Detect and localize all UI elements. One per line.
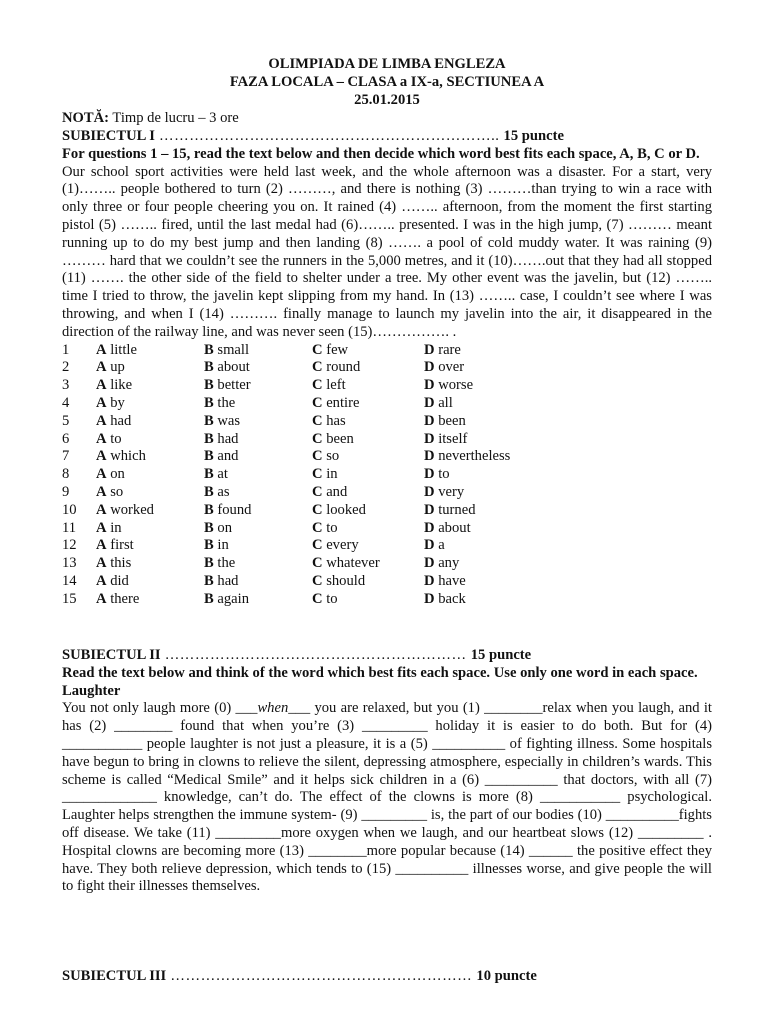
option-a bbox=[96, 502, 204, 520]
question-number: 14 bbox=[62, 572, 77, 589]
option-letter: B bbox=[204, 448, 214, 465]
option-word: better bbox=[217, 377, 251, 394]
option-letter: C bbox=[312, 555, 323, 572]
option-word: round bbox=[326, 359, 361, 376]
option-word: up bbox=[110, 359, 125, 376]
olympiad-title: OLIMPIADA DE LIMBA ENGLEZA bbox=[268, 56, 506, 72]
question-number: 6 bbox=[62, 430, 70, 447]
option-word: itself bbox=[438, 430, 468, 447]
option-b bbox=[204, 573, 312, 591]
option-d bbox=[424, 537, 544, 555]
option-letter: C bbox=[312, 572, 323, 589]
option-word: to bbox=[110, 430, 122, 447]
option-d bbox=[424, 502, 544, 520]
option-letter: D bbox=[424, 537, 435, 554]
option-c bbox=[312, 484, 424, 502]
section-1-dots: ………………………………………………………….. bbox=[154, 128, 504, 144]
option-b bbox=[204, 537, 312, 555]
option-word: did bbox=[110, 572, 129, 589]
option-c bbox=[312, 537, 424, 555]
option-a bbox=[96, 431, 204, 449]
option-row bbox=[62, 520, 544, 538]
option-letter: A bbox=[96, 448, 107, 465]
option-word: again bbox=[217, 590, 249, 607]
section-3-dots: …………………………………………………… bbox=[166, 968, 477, 984]
option-c bbox=[312, 502, 424, 520]
option-letter: D bbox=[424, 448, 435, 465]
option-letter: A bbox=[96, 590, 107, 607]
option-word: entire bbox=[326, 394, 360, 411]
question-number: 10 bbox=[62, 501, 77, 518]
option-letter: A bbox=[96, 394, 107, 411]
option-word: every bbox=[326, 537, 359, 554]
option-letter: A bbox=[96, 430, 107, 447]
option-word: any bbox=[438, 555, 460, 572]
document-header bbox=[62, 56, 712, 109]
section-3-title: SUBIECTUL III bbox=[62, 968, 167, 984]
option-word: had bbox=[110, 412, 132, 429]
option-word: like bbox=[110, 377, 133, 394]
option-c bbox=[312, 413, 424, 431]
option-word: on bbox=[110, 466, 125, 483]
question-number: 11 bbox=[62, 519, 77, 536]
section-1-instruction: For questions 1 – 15, read the text below and then decide which word best fits each space, A, B, C or D. bbox=[62, 145, 700, 162]
note-text: Timp de lucru – 3 ore bbox=[109, 110, 239, 126]
option-row bbox=[62, 591, 544, 609]
option-letter: C bbox=[312, 359, 323, 376]
section-1-options-table bbox=[62, 342, 544, 609]
option-letter: B bbox=[204, 537, 214, 554]
option-a bbox=[96, 466, 204, 484]
option-word: rare bbox=[438, 341, 461, 358]
option-c bbox=[312, 466, 424, 484]
option-c bbox=[312, 520, 424, 538]
option-word: whatever bbox=[326, 555, 380, 572]
option-b bbox=[204, 448, 312, 466]
question-number: 15 bbox=[62, 590, 77, 607]
option-word: little bbox=[110, 341, 137, 358]
option-a bbox=[96, 395, 204, 413]
option-c bbox=[312, 555, 424, 573]
option-c bbox=[312, 591, 424, 609]
option-letter: D bbox=[424, 555, 435, 572]
option-letter: D bbox=[424, 359, 435, 376]
option-letter: A bbox=[96, 501, 107, 518]
option-letter: B bbox=[204, 555, 214, 572]
option-c bbox=[312, 377, 424, 395]
option-b bbox=[204, 502, 312, 520]
option-b bbox=[204, 342, 312, 360]
option-letter: C bbox=[312, 377, 323, 394]
option-word: first bbox=[110, 537, 134, 554]
option-word: left bbox=[326, 377, 346, 394]
option-word: found bbox=[217, 501, 252, 518]
option-a bbox=[96, 520, 204, 538]
option-word: in bbox=[326, 466, 338, 483]
option-word: a bbox=[438, 537, 445, 554]
option-letter: C bbox=[312, 466, 323, 483]
option-letter: D bbox=[424, 430, 435, 447]
option-letter: C bbox=[312, 519, 323, 536]
option-b bbox=[204, 377, 312, 395]
option-word: has bbox=[326, 412, 346, 429]
option-word: worked bbox=[110, 501, 154, 518]
option-letter: A bbox=[96, 483, 107, 500]
option-word: over bbox=[438, 359, 465, 376]
option-word: by bbox=[110, 394, 125, 411]
option-a bbox=[96, 591, 204, 609]
option-d bbox=[424, 342, 544, 360]
option-a bbox=[96, 359, 204, 377]
option-a bbox=[96, 484, 204, 502]
option-word: in bbox=[217, 537, 229, 554]
section-2-text bbox=[62, 700, 712, 896]
option-word: about bbox=[217, 359, 250, 376]
note-label: NOTĂ: bbox=[62, 110, 110, 126]
option-letter: D bbox=[424, 519, 435, 536]
option-d bbox=[424, 448, 544, 466]
option-letter: C bbox=[312, 483, 323, 500]
option-word: should bbox=[326, 572, 366, 589]
option-letter: A bbox=[96, 341, 107, 358]
section-1-text: Our school sport activities were held last week, and the whole afternoon was a disaster. For a start, very (1)…….. people bothered to turn (2) ………, and there is nothing (3) ………than trying to win a race with only three or four people cheering you on. It rained (4) …….. afternoon, from the moment the first starting pistol (5) …….. fired, until the last medal had (6)…….. presented. I was in the high jump, (7) ……… meant running up to do my best jump and then landing (8) ……. a pool of cold muddy water. It was raining (9) ……… hard that we couldn’t see the runners in the 5,000 metres, and it (10)…….out that they had all stopped (11) ……. the other side of the field to shelter under a tree. My other event was the javelin, but (12) …….. time I tried to throw, the javelin kept slipping from my hand. In (13) …….. case, I couldn’t see where I was throwing, and when I (14) ………. finally manage to launch my javelin into the air, it disappeared in the direction of the railway line, and was never seen (15)……………. . bbox=[62, 163, 712, 340]
option-letter: D bbox=[424, 394, 435, 411]
option-letter: B bbox=[204, 412, 214, 429]
option-row bbox=[62, 466, 544, 484]
option-c bbox=[312, 395, 424, 413]
option-row bbox=[62, 448, 544, 466]
option-d bbox=[424, 591, 544, 609]
option-row bbox=[62, 537, 544, 555]
option-word: at bbox=[217, 466, 228, 483]
section-1-title: SUBIECTUL I bbox=[62, 128, 155, 144]
option-a bbox=[96, 555, 204, 573]
option-letter: A bbox=[96, 359, 107, 376]
option-word: looked bbox=[326, 501, 366, 518]
option-letter: D bbox=[424, 501, 435, 518]
option-b bbox=[204, 466, 312, 484]
section-2-points: 15 puncte bbox=[470, 647, 532, 663]
section-2-title: SUBIECTUL II bbox=[62, 647, 161, 663]
option-letter: C bbox=[312, 590, 323, 607]
example-answer: when bbox=[257, 700, 289, 717]
option-word: on bbox=[217, 519, 232, 536]
option-word: so bbox=[110, 483, 124, 500]
option-letter: B bbox=[204, 430, 214, 447]
question-number: 4 bbox=[62, 394, 70, 411]
option-letter: D bbox=[424, 590, 435, 607]
exam-date: 25.01.2015 bbox=[354, 91, 420, 108]
option-letter: B bbox=[204, 483, 214, 500]
option-letter: D bbox=[424, 341, 435, 358]
section-2-dots: …………………………………………………… bbox=[160, 647, 471, 663]
option-d bbox=[424, 466, 544, 484]
option-word: the bbox=[217, 555, 236, 572]
option-letter: D bbox=[424, 483, 435, 500]
option-letter: C bbox=[312, 394, 323, 411]
option-row bbox=[62, 342, 544, 360]
option-letter: C bbox=[312, 412, 323, 429]
option-d bbox=[424, 573, 544, 591]
option-row bbox=[62, 359, 544, 377]
option-row bbox=[62, 484, 544, 502]
option-b bbox=[204, 395, 312, 413]
option-letter: D bbox=[424, 572, 435, 589]
option-word: and bbox=[217, 448, 239, 465]
option-a bbox=[96, 537, 204, 555]
section-3 bbox=[62, 968, 712, 986]
option-b bbox=[204, 520, 312, 538]
option-d bbox=[424, 377, 544, 395]
section-2-subtitle: Laughter bbox=[62, 682, 121, 699]
option-letter: D bbox=[424, 466, 435, 483]
option-letter: B bbox=[204, 590, 214, 607]
option-letter: C bbox=[312, 448, 323, 465]
option-d bbox=[424, 484, 544, 502]
option-word: there bbox=[110, 590, 140, 607]
option-word: small bbox=[217, 341, 250, 358]
option-a bbox=[96, 377, 204, 395]
option-word: back bbox=[438, 590, 466, 607]
option-d bbox=[424, 395, 544, 413]
option-word: have bbox=[438, 572, 466, 589]
option-b bbox=[204, 413, 312, 431]
option-letter: C bbox=[312, 341, 323, 358]
option-word: about bbox=[438, 519, 471, 536]
option-word: few bbox=[326, 341, 349, 358]
option-c bbox=[312, 573, 424, 591]
option-letter: C bbox=[312, 537, 323, 554]
option-letter: A bbox=[96, 519, 107, 536]
option-letter: B bbox=[204, 341, 214, 358]
option-letter: B bbox=[204, 501, 214, 518]
option-b bbox=[204, 591, 312, 609]
section-1-heading bbox=[62, 128, 712, 146]
question-number: 7 bbox=[62, 448, 70, 465]
option-word: worse bbox=[438, 377, 474, 394]
option-word: which bbox=[110, 448, 146, 465]
option-b bbox=[204, 484, 312, 502]
option-word: had bbox=[217, 430, 239, 447]
option-letter: B bbox=[204, 572, 214, 589]
option-b bbox=[204, 359, 312, 377]
question-number: 13 bbox=[62, 555, 77, 572]
option-letter: A bbox=[96, 466, 107, 483]
option-row bbox=[62, 377, 544, 395]
option-letter: B bbox=[204, 466, 214, 483]
option-d bbox=[424, 359, 544, 377]
question-number: 1 bbox=[62, 341, 70, 358]
section-1-points: 15 puncte bbox=[503, 128, 564, 144]
section-3-points: 10 puncte bbox=[476, 968, 537, 984]
option-word: turned bbox=[438, 501, 476, 518]
option-word: nevertheless bbox=[438, 448, 511, 465]
option-letter: B bbox=[204, 377, 214, 394]
option-letter: C bbox=[312, 430, 323, 447]
question-number: 9 bbox=[62, 483, 70, 500]
option-a bbox=[96, 573, 204, 591]
option-letter: A bbox=[96, 412, 107, 429]
section-3-heading bbox=[62, 968, 712, 986]
question-number: 5 bbox=[62, 412, 70, 429]
text-part: ___ you are relaxed, but you (1) ________relax when you laugh, and it has (2) ________ found that when you’re (3) _________ holiday it is easier to do both. But for (4) ___________ people laughter is not just a pleasure, it is a (5) __________ of fighting illness. Some hospitals have begun to bring in clowns to relieve the silent, depressing atmosphere, especially in children’s wards. This scheme is called “Medical Smile” and it helps sick children in a (6) __________ that doctors, with all (7) _____________ knowledge, can’t do. The effect of the clowns is more (8) ___________ psychological. Laughter helps strengthen the immune system- (9) _________ is, the part of our bodies (10) __________fights off disease. We take (11) _________more oxygen when we laugh, and our heartbeat slows (12) _________ . Hospital clowns are becoming more (13) ________more popular because (14) ______ the positive effect they have. They both relieve depression, which tends to (15) __________ illnesses worse, and give people the will to fight their illnesses themselves. bbox=[62, 700, 712, 895]
option-b bbox=[204, 555, 312, 573]
section-2 bbox=[62, 647, 712, 896]
option-letter: B bbox=[204, 394, 214, 411]
option-row bbox=[62, 413, 544, 431]
section-1 bbox=[62, 128, 712, 609]
option-row bbox=[62, 555, 544, 573]
note-line bbox=[62, 110, 712, 128]
stage-title: FAZA LOCALA – CLASA a IX-a, SECTIUNEA A bbox=[229, 73, 545, 90]
option-word: been bbox=[326, 430, 354, 447]
option-word: to bbox=[438, 466, 450, 483]
option-word: to bbox=[326, 519, 338, 536]
option-b bbox=[204, 431, 312, 449]
option-word: was bbox=[217, 412, 241, 429]
option-row bbox=[62, 431, 544, 449]
option-letter: A bbox=[96, 572, 107, 589]
option-letter: A bbox=[96, 555, 107, 572]
option-a bbox=[96, 448, 204, 466]
option-word: so bbox=[326, 448, 340, 465]
option-a bbox=[96, 413, 204, 431]
option-c bbox=[312, 431, 424, 449]
section-2-heading bbox=[62, 647, 712, 665]
question-number: 12 bbox=[62, 537, 77, 554]
option-d bbox=[424, 520, 544, 538]
option-letter: A bbox=[96, 377, 107, 394]
option-row bbox=[62, 502, 544, 520]
option-word: all bbox=[438, 394, 453, 411]
option-word: been bbox=[438, 412, 466, 429]
option-word: very bbox=[438, 483, 465, 500]
option-d bbox=[424, 413, 544, 431]
option-c bbox=[312, 448, 424, 466]
question-number: 8 bbox=[62, 466, 70, 483]
option-d bbox=[424, 555, 544, 573]
option-letter: B bbox=[204, 359, 214, 376]
option-c bbox=[312, 342, 424, 360]
option-row bbox=[62, 395, 544, 413]
option-word: to bbox=[326, 590, 338, 607]
option-word: in bbox=[110, 519, 122, 536]
question-number: 3 bbox=[62, 377, 70, 394]
option-c bbox=[312, 359, 424, 377]
option-word: had bbox=[217, 572, 239, 589]
option-word: the bbox=[217, 394, 236, 411]
option-letter: A bbox=[96, 537, 107, 554]
option-word: and bbox=[326, 483, 348, 500]
option-word: this bbox=[110, 555, 132, 572]
option-letter: B bbox=[204, 519, 214, 536]
text-part: You not only laugh more (0) ___ bbox=[62, 700, 258, 717]
option-a bbox=[96, 342, 204, 360]
option-letter: D bbox=[424, 412, 435, 429]
section-2-instruction: Read the text below and think of the word which best fits each space. Use only one word in each space. bbox=[62, 664, 698, 681]
option-d bbox=[424, 431, 544, 449]
option-row bbox=[62, 573, 544, 591]
option-letter: C bbox=[312, 501, 323, 518]
option-letter: D bbox=[424, 377, 435, 394]
option-word: as bbox=[217, 483, 230, 500]
question-number: 2 bbox=[62, 359, 70, 376]
